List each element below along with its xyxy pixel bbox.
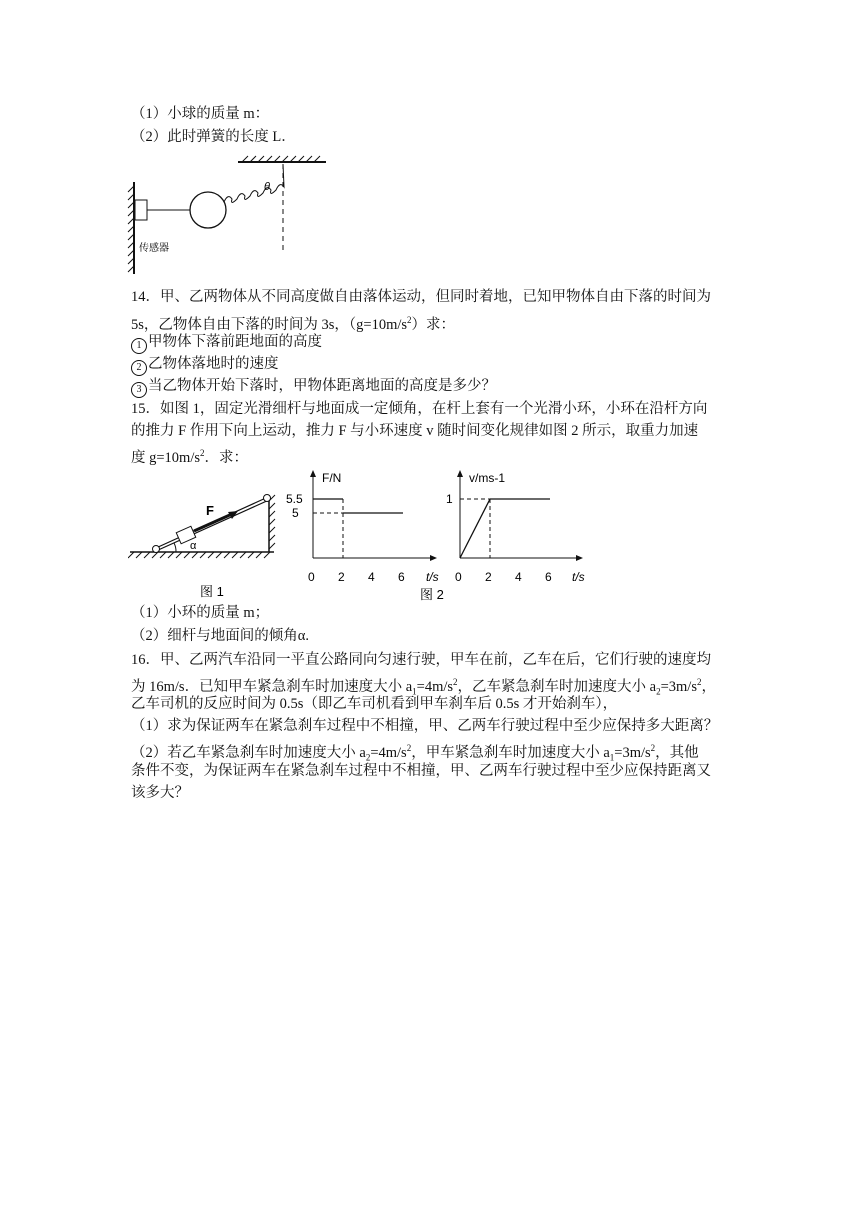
f-xtick-2: 2 [338,570,345,584]
force-time-graph [286,470,439,584]
circled-number-1: 1 [131,338,147,354]
f-x-axis-arrow [430,555,437,561]
q15-figure-1 [128,485,278,608]
q13-figure-spring-ball [126,152,336,282]
f-ytick-5.5: 5.5 [286,492,303,506]
q16-line3: 乙车司机的反应时间为 0.5s（即乙车司机看到甲车刹车后 0.5s 才开始刹车）， [131,696,618,712]
q16-part2-line3: 该多大？ [131,785,189,801]
v-xtick-4: 4 [515,570,522,584]
f-xtick-4: 4 [368,570,375,584]
q15-line3: 度 $g=10m/s^2$．求： [131,448,249,466]
f-y-axis-arrow [310,470,316,477]
v-x-axis-arrow [576,555,583,561]
f-axis-label: F/N [322,471,342,485]
theta-label: θ [264,181,270,193]
f-xtick-6: 6 [398,570,405,584]
force-label: F [206,503,214,518]
q16-part2-line1: （2）若乙车紧急刹车时加速度大小 $a_2=4m/s^2$，甲车紧急刹车时加速度大小 $a_1=3m/s^2$，其他 [131,743,699,763]
circled-number-2: 2 [131,360,147,376]
q14-item3: 3 当乙物体开始下落时，甲物体距离地面的高度是多少？ [131,376,496,398]
q13-part1: （1）小球的质量 m： [131,106,270,122]
force-velocity-graphs [282,467,602,607]
q16-part1: （1）求为保证两车在紧急刹车过程中不相撞，甲、乙两车行驶过程中至少应保持多大距离？ [131,718,719,734]
fig2-caption: 图 2 [420,587,444,602]
q15-line1: 15．如图 1，固定光滑细杆与地面成一定倾角，在杆上套有一个光滑小环，小环在沿杆方向 [131,401,708,417]
q14-item2: 2 乙物体落地时的速度 [131,354,279,376]
fig1-caption: 图 1 [200,584,224,599]
q15-line2: 的推力 F 作用下向上运动，推力 F 与小环速度 v 随时间变化规律如图 2 所示，取重力加速 [131,423,699,439]
q16-part2-line2: 条件不变，为保证两车在紧急刹车过程中不相撞，甲、乙两车行驶过程中至少应保持距离又 [131,763,711,779]
q14-line1: 14．甲、乙两物体从不同高度做自由落体运动，但同时着地，已知甲物体自由下落的时间为 [131,289,711,305]
sensor-label: 传感器 [139,243,169,254]
circled-number-3: 3 [131,382,147,398]
f-x-axis-label: t/s [426,570,439,584]
q15-part2: （2）细杆与地面间的倾角α. [131,628,309,644]
spring-ball-diagram [126,152,336,277]
q14-item1: 1 甲物体下落前距地面的高度 [131,332,322,354]
v-axis-label: v/ms-1 [469,471,505,485]
f-xtick-0: 0 [308,570,315,584]
alpha-label: α [190,540,197,552]
q13-part2: （2）此时弹簧的长度 L． [131,129,296,145]
v-series-segment-0 [460,499,490,558]
v-ytick-1: 1 [446,492,453,506]
q16-line2: 为 16m/s．已知甲车紧急刹车时加速度大小 $a_1=4m/s^2$，乙车紧急刹车时加速度大小 $a_2=3m/s^2$， [131,677,716,697]
q15-figure-2 [282,467,602,612]
q14-line2: 5s，乙物体自由下落的时间为 3s，$(g=10m/s^2)$求： [131,315,456,333]
q16-line1: 16．甲、乙两汽车沿同一平直公路同向匀速行驶，甲车在前，乙车在后，它们行驶的速度均 [131,652,711,668]
inclined-rod-diagram [128,485,278,603]
v-xtick-6: 6 [545,570,552,584]
v-xtick-2: 2 [485,570,492,584]
v-y-axis-arrow [457,470,463,477]
f-ytick-5: 5 [292,506,299,520]
v-xtick-0: 0 [455,570,462,584]
q15-part1: （1）小环的质量 m； [131,605,270,621]
v-x-axis-label: t/s [572,570,585,584]
velocity-time-graph [446,470,585,584]
